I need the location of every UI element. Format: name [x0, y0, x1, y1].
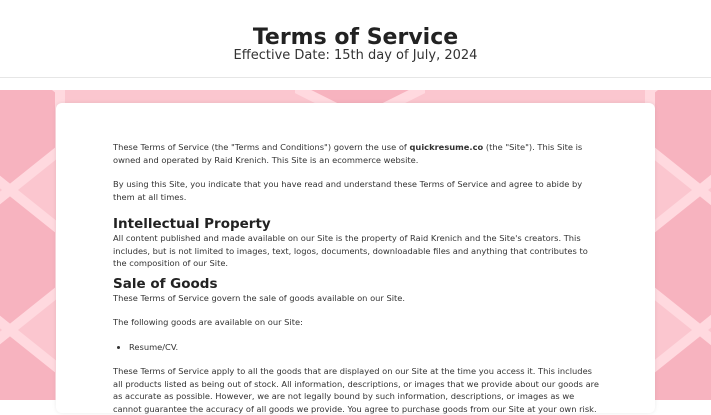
list-item: • Resume/CV.: [129, 341, 603, 354]
terms-content: [113, 141, 603, 415]
page-title: Terms of Service: [252, 25, 459, 50]
intro-paragraph-2: By using this Site, you indicate that you have read and understand these Terms of Service and agree to abide by them at all times.: [113, 179, 583, 202]
effective-date: Effective Date: 15th day of July, 2024: [233, 48, 478, 63]
sale-of-goods-paragraph-2: The following goods are available on our Site:: [113, 317, 303, 327]
intellectual-property-body: All content published and made available on our Site is the property of Raid Krenich and the Site's creators. This includes, but is not limited to images, text, logos, documents, downloadable files and anything that contributes to the composition of our Site.: [113, 233, 588, 268]
sale-of-goods-paragraph-1: These Terms of Service govern the sale of goods available on our Site.: [113, 292, 406, 303]
page-header: [0, 0, 711, 78]
intro-text: These Terms of Service (the "Terms and Conditions") govern the use of: [113, 142, 410, 152]
intro-paragraph-1: [113, 141, 603, 166]
intro-text-after: (the "Site"). This Site is owned and operated by Raid Krenich. This Site is an ecommerce website.: [113, 142, 583, 165]
goods-list: [113, 341, 603, 354]
sale-of-goods-heading: Sale of Goods: [113, 275, 218, 292]
site-name: quickresume.co: [409, 142, 484, 152]
sale-of-goods-paragraph-3: These Terms of Service apply to all the goods that are displayed on our Site at the time you access it. This includes all products listed as being out of stock. All information, descriptions, or images that we provide about our goods are as accurate as possible. However, we are not legally bound by such information, descriptions, or images as we cannot guarantee the accuracy of all goods we provide. You agree to purchase goods from our Site at your own risk.: [113, 366, 600, 414]
intellectual-property-heading: Intellectual Property: [113, 216, 271, 232]
